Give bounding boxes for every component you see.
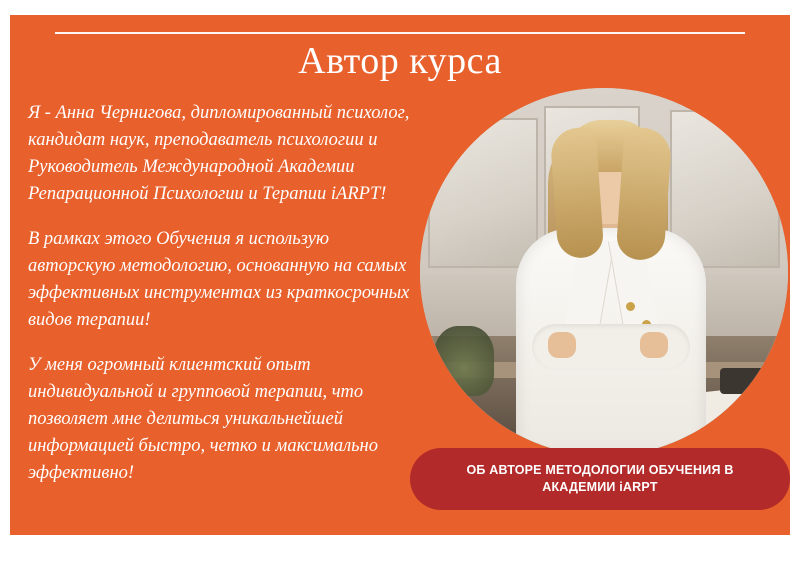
jacket-button: [626, 302, 635, 311]
bottom-border-band: [0, 535, 800, 561]
person-hair-right: [615, 126, 672, 261]
right-border-band: [790, 0, 800, 561]
title-divider: [55, 32, 745, 34]
author-portrait: [420, 88, 788, 456]
window-pane: [428, 118, 538, 268]
author-bio-text: [28, 100, 418, 487]
caption-badge: [410, 448, 790, 510]
bio-paragraph: У меня огромный клиентский опыт индивидуальной и групповой терапии, что позволяет мне делиться уникальнейшей информацией быстро, четко и максимально эффективно!: [28, 355, 378, 483]
top-border-band: [0, 0, 800, 15]
bio-paragraph: В рамках этого Обучения я использую авторскую методологию, основанную на самых эффективных инструментах из краткосрочных видов терапии!: [28, 229, 410, 330]
desk-object: [720, 368, 776, 394]
portrait-scene: [420, 88, 788, 456]
person-hair-left: [550, 127, 605, 260]
bio-paragraph: Я - Анна Чернигова, дипломированный психолог, кандидат наук, преподаватель психологии и Руководитель Международной Академии Репарационной Психологии и Терапии iARPT!: [28, 103, 410, 204]
person-hand-right: [640, 332, 668, 358]
left-border-band: [0, 0, 10, 561]
caption-text: ОБ АВТОРЕ МЕТОДОЛОГИИ ОБУЧЕНИЯ В АКАДЕМИИ iARPT: [466, 463, 734, 494]
person-hand-left: [548, 332, 576, 358]
plant-decor: [434, 326, 494, 396]
page-title: Автор курса: [298, 40, 502, 82]
